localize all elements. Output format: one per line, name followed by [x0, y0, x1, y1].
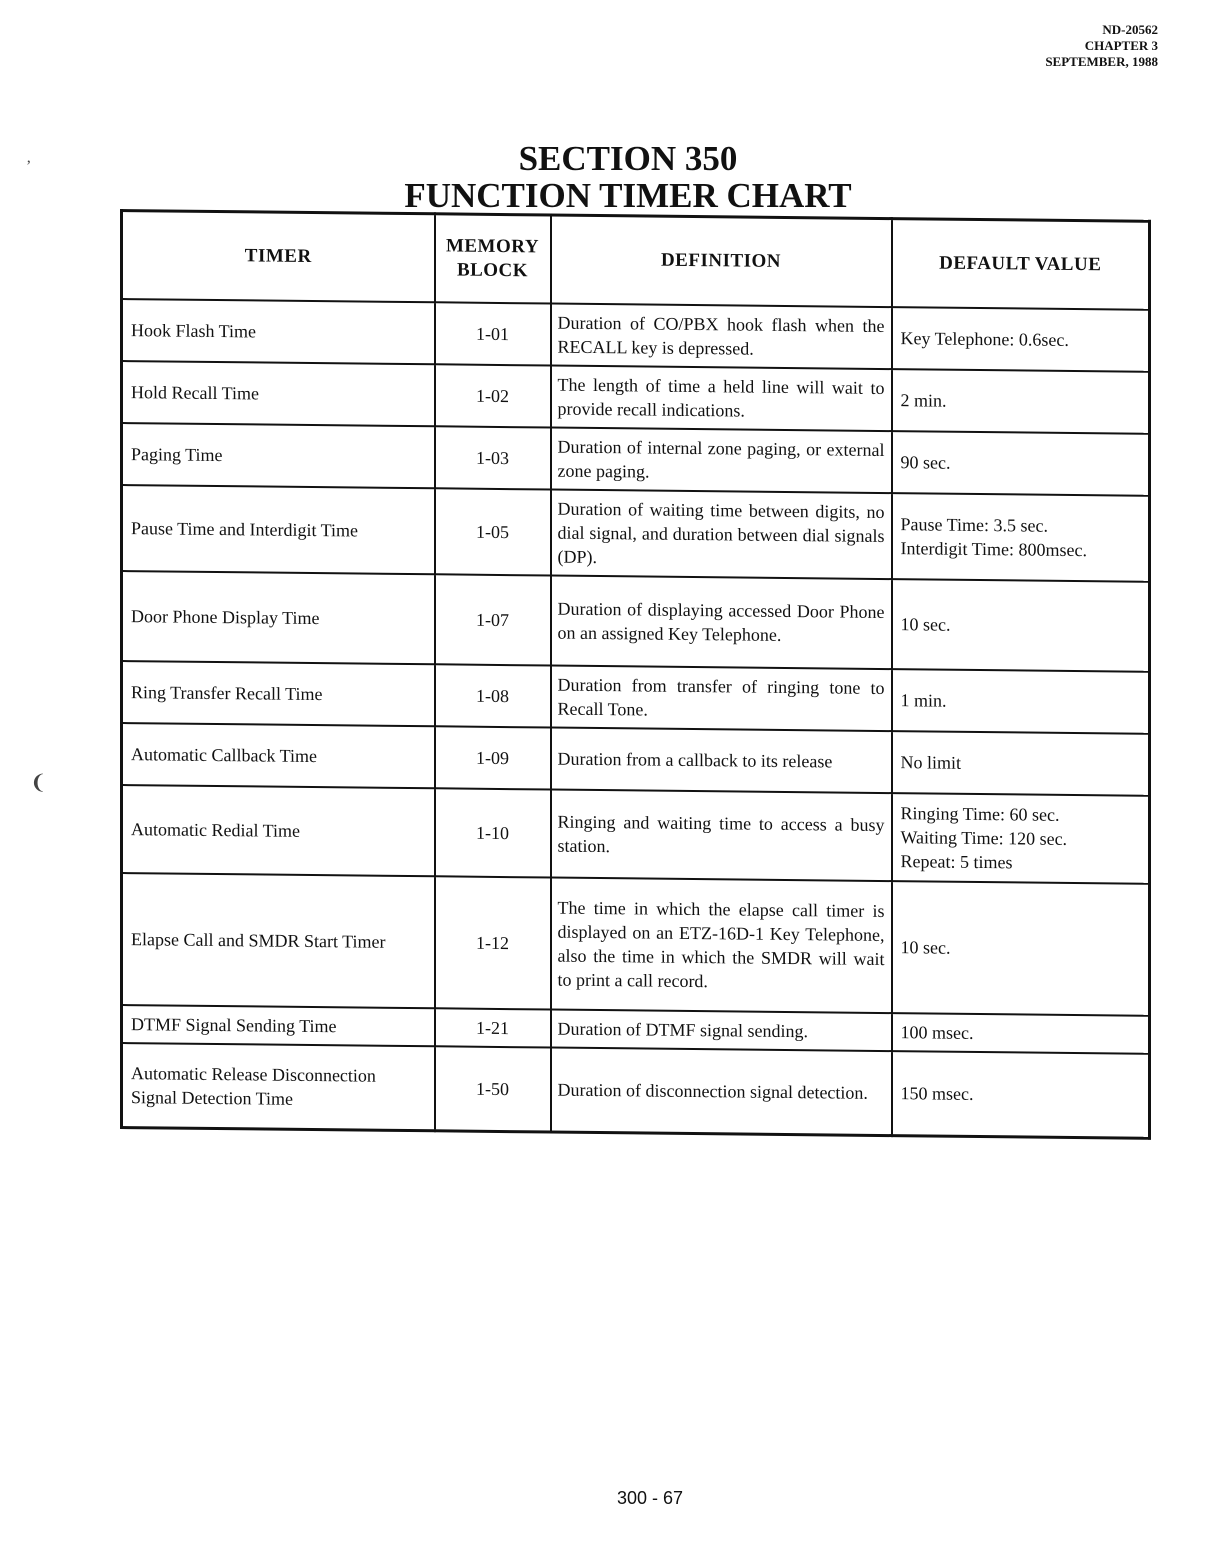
document-number: ND-20562: [1102, 22, 1158, 37]
table-row: [122, 1043, 1150, 1138]
timer-name: Elapse Call and SMDR Start Timer: [122, 873, 435, 1008]
timer-name: Ring Transfer Recall Time: [122, 661, 435, 726]
memory-block: 1-50: [435, 1046, 551, 1131]
default-value: 2 min.: [892, 369, 1150, 434]
memory-block: 1-10: [435, 788, 551, 877]
default-value: 10 sec.: [892, 881, 1150, 1016]
definition: Duration from transfer of ringing tone to Recall Tone.: [551, 666, 892, 732]
timer-name: Door Phone Display Time: [122, 571, 435, 664]
table-row: [122, 661, 1150, 734]
default-value: 150 msec.: [892, 1051, 1150, 1138]
definition: The length of time a held line will wait to provide recall indications.: [551, 366, 892, 432]
definition: Duration of disconnection signal detection.: [551, 1048, 892, 1136]
memory-block: 1-21: [435, 1008, 551, 1047]
default-value: Ringing Time: 60 sec. Waiting Time: 120 sec. Repeat: 5 times: [892, 793, 1150, 884]
chapter-label: CHAPTER 3: [1084, 38, 1158, 53]
definition: The time in which the elapse call timer is displayed on an ETZ-16D-1 Key Telephone, also the time in which the SMDR will wait to print a call record.: [551, 878, 892, 1014]
memory-block: 1-12: [435, 876, 551, 1009]
definition: Duration of waiting time between digits, no dial signal, and duration between dial signals (DP).: [551, 490, 892, 580]
definition: Ringing and waiting time to access a busy station.: [551, 790, 892, 882]
default-value: Pause Time: 3.5 sec. Interdigit Time: 800msec.: [892, 493, 1150, 582]
definition: Duration of displaying accessed Door Phone on an assigned Key Telephone.: [551, 576, 892, 670]
timer-name: Hold Recall Time: [122, 361, 435, 426]
definition: Duration of DTMF signal sending.: [551, 1010, 892, 1052]
table-row: [122, 723, 1150, 796]
default-value: No limit: [892, 731, 1150, 796]
definition: Duration from a callback to its release: [551, 728, 892, 794]
timer-table: [120, 209, 1151, 1139]
table-row: [122, 485, 1150, 582]
table-header-row: [122, 211, 1150, 310]
memory-block: 1-08: [435, 664, 551, 727]
memory-block: 1-09: [435, 726, 551, 789]
timer-name: DTMF Signal Sending Time: [122, 1005, 435, 1046]
memory-block: 1-01: [435, 302, 551, 365]
timer-name: Pause Time and Interdigit Time: [122, 485, 435, 574]
table-row: [122, 785, 1150, 884]
table-row: [122, 571, 1150, 672]
section-title: [0, 140, 1221, 214]
definition: Duration of internal zone paging, or external zone paging.: [551, 428, 892, 494]
memory-block: 1-03: [435, 426, 551, 489]
timer-name: Automatic Release Disconnection Signal Detection Time: [122, 1043, 435, 1130]
table-row: [122, 299, 1150, 372]
timer-name: Hook Flash Time: [122, 299, 435, 364]
memory-block: 1-02: [435, 364, 551, 427]
default-value: 90 sec.: [892, 431, 1150, 496]
default-value: 100 msec.: [892, 1013, 1150, 1054]
header-timer: TIMER: [122, 211, 435, 303]
chart-title: FUNCTION TIMER CHART: [404, 176, 852, 215]
header-default-value: DEFAULT VALUE: [892, 219, 1150, 310]
stray-mark-tick: ’: [26, 158, 32, 175]
stray-mark-bracket: ❨: [30, 772, 47, 794]
default-value: 10 sec.: [892, 579, 1150, 672]
section-number: SECTION 350: [518, 139, 738, 178]
table-row: [122, 873, 1150, 1016]
document-header: [1045, 22, 1158, 70]
function-timer-chart: [120, 209, 1148, 1139]
timer-name: Automatic Redial Time: [122, 785, 435, 876]
default-value: Key Telephone: 0.6sec.: [892, 307, 1150, 372]
timer-name: Paging Time: [122, 423, 435, 488]
header-memory-block: MEMORY BLOCK: [435, 214, 551, 304]
header-definition: DEFINITION: [551, 215, 892, 307]
table-row: [122, 423, 1150, 496]
timer-name: Automatic Callback Time: [122, 723, 435, 788]
page-number: 300 - 67: [616, 1488, 684, 1508]
memory-block: 1-05: [435, 488, 551, 575]
default-value: 1 min.: [892, 669, 1150, 734]
memory-block: 1-07: [435, 574, 551, 665]
definition: Duration of CO/PBX hook flash when the RECALL key is depressed.: [551, 304, 892, 370]
table-row: [122, 361, 1150, 434]
document-date: SEPTEMBER, 1988: [1045, 54, 1158, 69]
